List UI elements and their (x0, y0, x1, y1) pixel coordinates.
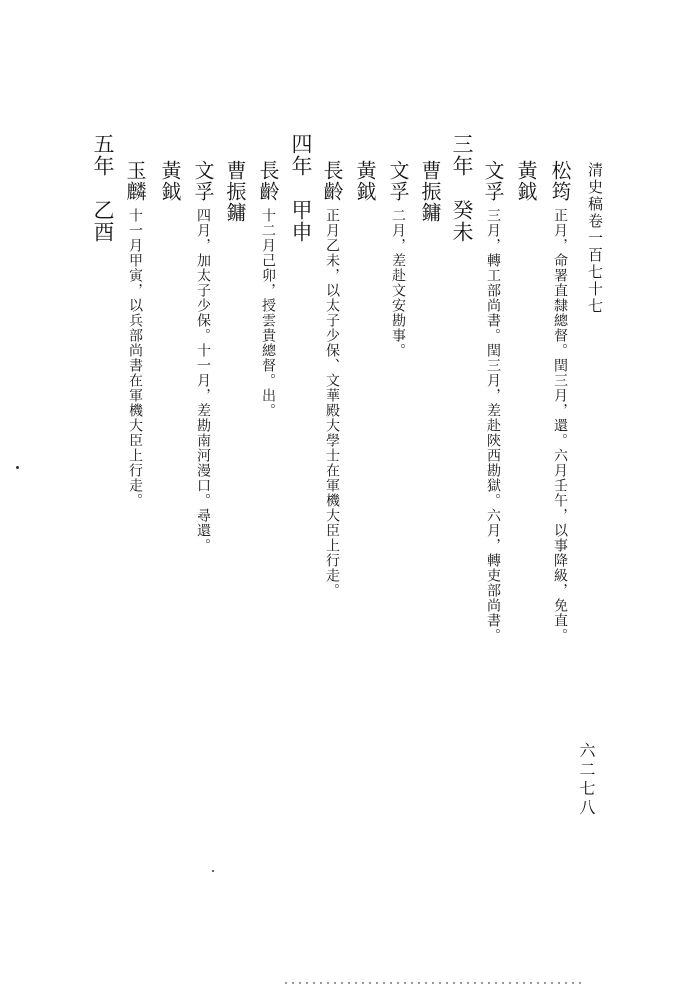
scan-speck (212, 870, 214, 872)
entry-note: 十二月己卯，授雲貴總督。出。 (260, 208, 276, 418)
entry-note: 正月，命署直隸總督。閏三月，還。六月壬午，以事降級，免直。 (552, 208, 568, 643)
official-name: 文孚 (191, 160, 215, 202)
entry-column (193, 160, 213, 553)
scan-edge-dots (285, 982, 585, 984)
entry-note: 三月，轉工部尚書。閏三月，差赴陝西勘獄。六月，轉吏部尚書。 (485, 208, 501, 643)
official-name: 黃鉞 (158, 160, 182, 202)
official-name: 文孚 (481, 160, 505, 202)
entry-note: 二月，差赴文安勘事。 (390, 208, 406, 358)
year-heading: 五年 乙酉 (91, 133, 115, 243)
scan-speck (16, 466, 19, 469)
entry-column (550, 160, 570, 643)
entry-column (388, 160, 408, 358)
page-number: 六二七八 (577, 742, 596, 818)
entry-column (225, 160, 245, 229)
official-name: 長齡 (256, 160, 280, 202)
official-name: 松筠 (548, 160, 572, 202)
entry-column (516, 160, 536, 208)
official-name: 曹振鏞 (418, 160, 442, 223)
official-name: 玉麟 (123, 160, 147, 202)
official-name: 長齡 (320, 160, 344, 202)
entry-column (355, 160, 375, 208)
official-name: 黃鉞 (514, 160, 538, 202)
official-name: 曹振鏞 (223, 160, 247, 223)
entry-column (160, 160, 180, 208)
entry-note: 十一月甲寅，以兵部尚書在軍機大臣上行走。 (127, 208, 143, 508)
year-heading: 四年 甲申 (289, 133, 313, 243)
entry-column (125, 160, 145, 508)
entry-column (483, 160, 503, 643)
entry-note: 正月乙未，以太子少保、文華殿大學士在軍機大臣上行走。 (324, 208, 340, 598)
official-name: 黃鉞 (353, 160, 377, 202)
entry-note: 四月，加太子少保。十一月，差勘南河漫口。尋還。 (195, 208, 211, 553)
entry-column (322, 160, 342, 598)
official-name: 文孚 (386, 160, 410, 202)
year-heading: 三年 癸未 (450, 133, 474, 243)
entry-column (420, 160, 440, 229)
entry-column (258, 160, 278, 418)
running-title: 清史稿卷一百七十七 (586, 162, 604, 315)
